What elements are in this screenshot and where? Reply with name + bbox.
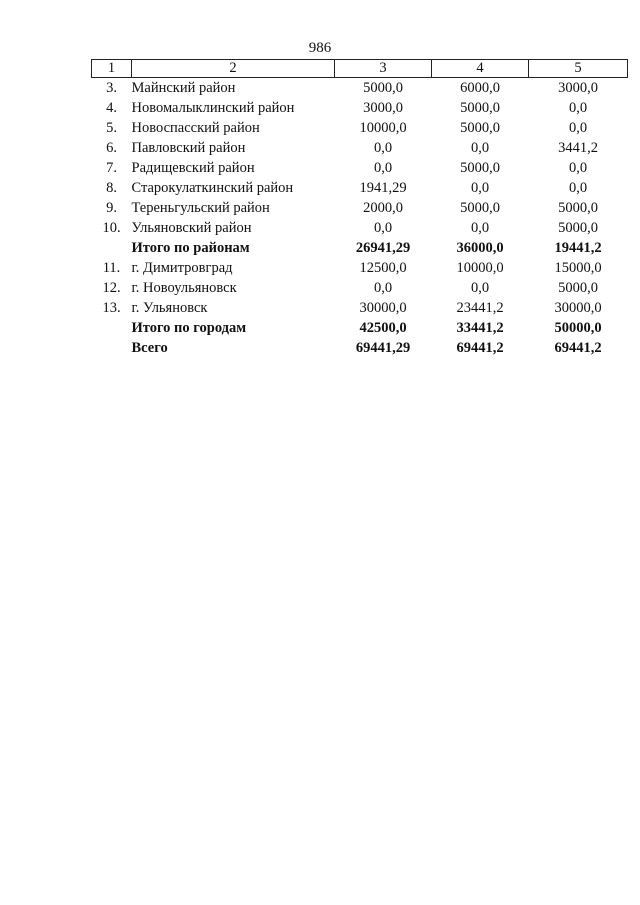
table-row — [92, 118, 628, 138]
row-name: Ульяновский район — [131, 219, 252, 236]
row-value-col3: 0,0 — [373, 139, 393, 156]
row-number — [92, 318, 132, 338]
row-value-col5: 5000,0 — [558, 279, 598, 296]
row-name: Радищевский район — [131, 159, 255, 176]
row-value-col4: 10000,0 — [456, 259, 504, 276]
row-value-col5: 0,0 — [568, 99, 588, 116]
row-value-col5: 3000,0 — [558, 79, 598, 96]
row-number: 8. — [106, 179, 117, 196]
row-number — [92, 238, 132, 258]
row-value-col4: 36000,0 — [456, 239, 504, 256]
table-row — [92, 218, 628, 238]
row-value-col3: 0,0 — [373, 279, 393, 296]
row-value-col4: 69441,2 — [456, 339, 504, 356]
row-value-col4: 5000,0 — [460, 199, 500, 216]
row-value-col5: 50000,0 — [554, 319, 602, 336]
row-name: г. Ульяновск — [131, 299, 208, 316]
row-value-col3: 5000,0 — [363, 79, 403, 96]
row-value-col5: 5000,0 — [558, 219, 598, 236]
row-value-col3: 2000,0 — [363, 199, 403, 216]
table-row — [92, 98, 628, 118]
row-value-col3: 10000,0 — [359, 119, 407, 136]
row-name: Старокулаткинский район — [131, 179, 294, 196]
table-row — [92, 158, 628, 178]
table-total-row — [92, 318, 628, 338]
row-number: 12. — [102, 279, 121, 296]
row-name: Майнский район — [131, 79, 236, 96]
row-name: Новоспасский район — [131, 119, 260, 136]
row-value-col4: 33441,2 — [456, 319, 504, 336]
row-name: г. Димитровград — [131, 259, 233, 276]
row-value-col4: 0,0 — [470, 279, 490, 296]
row-value-col5: 30000,0 — [554, 299, 602, 316]
page-number: 986 — [308, 40, 332, 56]
row-value-col3: 30000,0 — [359, 299, 407, 316]
row-value-col3: 69441,29 — [355, 339, 411, 356]
row-value-col4: 5000,0 — [460, 159, 500, 176]
row-name: Всего — [131, 339, 168, 356]
row-value-col5: 15000,0 — [554, 259, 602, 276]
row-number: 11. — [102, 259, 121, 276]
row-number: 6. — [106, 139, 117, 156]
table-total-row — [92, 238, 628, 258]
row-value-col4: 0,0 — [470, 179, 490, 196]
row-name: Новомалыклинский район — [131, 99, 295, 116]
allocation-table — [91, 59, 628, 358]
row-number: 7. — [106, 159, 117, 176]
row-value-col3: 26941,29 — [355, 239, 411, 256]
row-number: 13. — [102, 299, 121, 316]
row-value-col5: 5000,0 — [558, 199, 598, 216]
row-name: Итого по городам — [131, 319, 247, 336]
row-value-col4: 23441,2 — [456, 299, 504, 316]
row-value-col3: 12500,0 — [359, 259, 407, 276]
row-value-col3: 42500,0 — [359, 319, 407, 336]
table-row — [92, 258, 628, 278]
row-value-col5: 3441,2 — [558, 139, 598, 156]
row-value-col4: 6000,0 — [460, 79, 500, 96]
table-row — [92, 298, 628, 318]
row-number: 10. — [102, 219, 121, 236]
column-header-3: 3 — [335, 60, 432, 78]
row-name: Итого по районам — [131, 239, 250, 256]
column-header-4: 4 — [432, 60, 529, 78]
row-value-col3: 3000,0 — [363, 99, 403, 116]
row-number: 9. — [106, 199, 117, 216]
column-header-1: 1 — [92, 60, 132, 78]
table-header-row — [92, 60, 628, 78]
row-value-col3: 0,0 — [373, 159, 393, 176]
row-name: г. Новоульяновск — [131, 279, 237, 296]
table-body — [92, 78, 628, 359]
row-value-col4: 0,0 — [470, 139, 490, 156]
table-row — [92, 78, 628, 99]
row-value-col3: 0,0 — [373, 219, 393, 236]
table-row — [92, 178, 628, 198]
table-row — [92, 138, 628, 158]
row-name: Тереньгульский район — [131, 199, 270, 216]
row-value-col5: 0,0 — [568, 159, 588, 176]
row-value-col4: 5000,0 — [460, 119, 500, 136]
column-header-2: 2 — [132, 60, 335, 78]
table-row — [92, 198, 628, 218]
row-value-col3: 1941,29 — [359, 179, 407, 196]
row-number: 5. — [106, 119, 117, 136]
row-value-col5: 19441,2 — [554, 239, 602, 256]
table-row — [92, 278, 628, 298]
row-value-col5: 0,0 — [568, 179, 588, 196]
row-number — [92, 338, 132, 358]
row-value-col5: 69441,2 — [554, 339, 602, 356]
row-number: 4. — [106, 99, 117, 116]
row-name: Павловский район — [131, 139, 246, 156]
row-number: 3. — [106, 79, 117, 96]
row-value-col4: 0,0 — [470, 219, 490, 236]
table-total-row — [92, 338, 628, 358]
column-header-5: 5 — [529, 60, 628, 78]
row-value-col5: 0,0 — [568, 119, 588, 136]
row-value-col4: 5000,0 — [460, 99, 500, 116]
